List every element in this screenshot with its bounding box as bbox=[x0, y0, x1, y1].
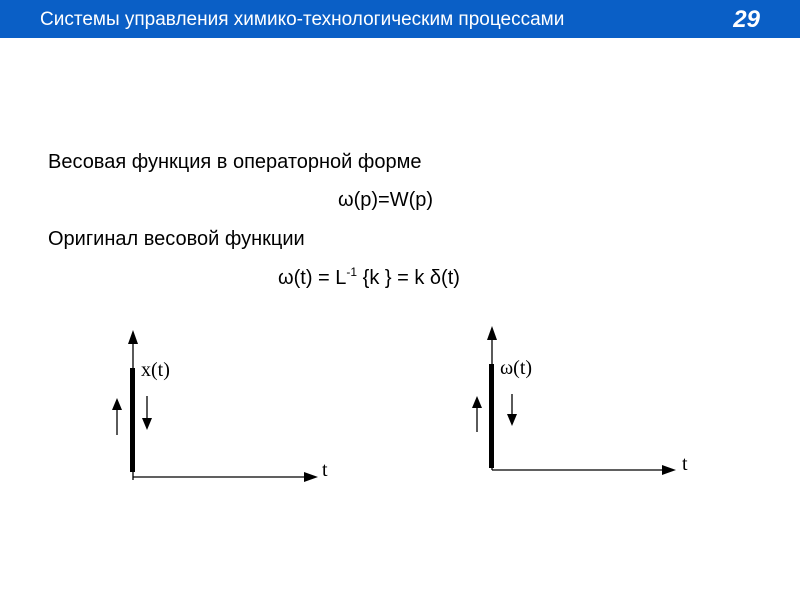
formula-omega-t-superscript: -1 bbox=[346, 265, 358, 279]
page-number: 29 bbox=[733, 6, 760, 33]
up-arrow-icon bbox=[112, 398, 122, 410]
diagram-omega-t-svg bbox=[460, 320, 700, 490]
x-axis-arrowhead bbox=[662, 465, 676, 475]
y-axis-arrowhead bbox=[128, 330, 138, 344]
diagram-x-t-svg bbox=[100, 320, 340, 490]
formula-omega-p: ω(p)=W(p) bbox=[338, 189, 434, 211]
formula-omega-t-part1: ω(t) = L bbox=[278, 267, 347, 289]
down-arrow-icon bbox=[507, 414, 517, 426]
formula-omega-t bbox=[278, 266, 460, 292]
x-axis-arrowhead bbox=[304, 472, 318, 482]
impulse-bar bbox=[130, 368, 135, 472]
impulse-bar bbox=[489, 364, 494, 468]
diagram-x-t bbox=[100, 320, 340, 490]
x-axis-label: t bbox=[682, 453, 688, 475]
slide-title: Системы управления химико-технологическим процессами bbox=[40, 9, 565, 30]
formula-omega-t-part2: {k } = k δ(t) bbox=[357, 267, 460, 289]
y-axis-label: ω(t) bbox=[500, 357, 533, 379]
slide-header bbox=[0, 0, 800, 38]
down-arrow-icon bbox=[142, 418, 152, 430]
text-weight-function-operator-form: Весовая функция в операторной форме bbox=[48, 151, 422, 173]
y-axis-arrowhead bbox=[487, 326, 497, 340]
diagram-omega-t bbox=[460, 320, 700, 490]
up-arrow-icon bbox=[472, 396, 482, 408]
y-axis-label: x(t) bbox=[141, 359, 170, 381]
x-axis-label: t bbox=[322, 459, 328, 481]
text-weight-function-original: Оригинал весовой функции bbox=[48, 228, 305, 250]
